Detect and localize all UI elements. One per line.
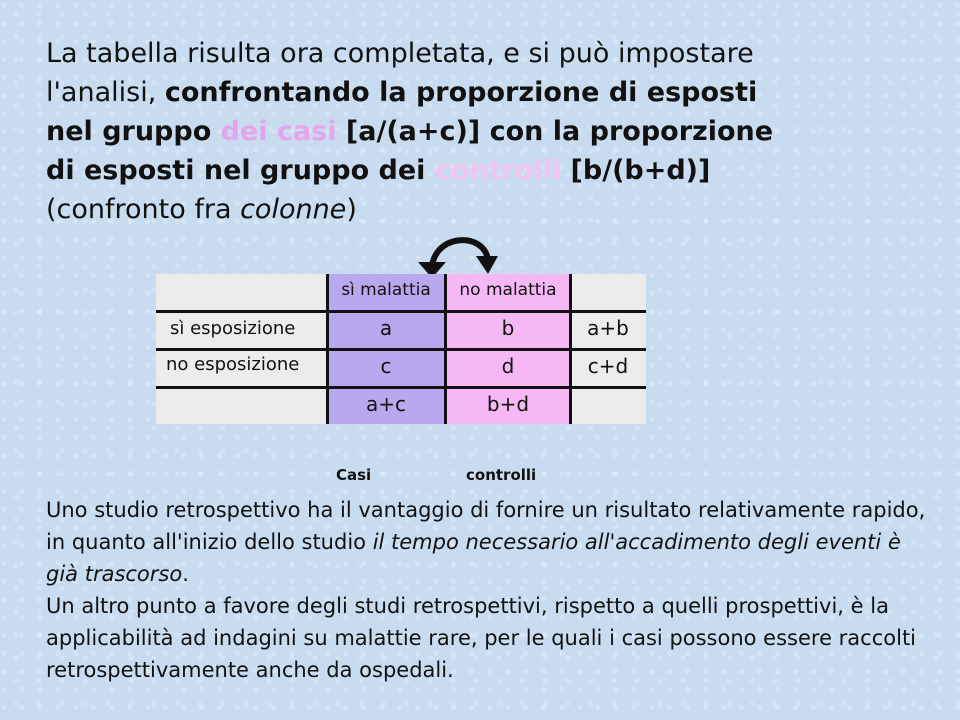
row-label-yes-exposure: sì esposizione — [170, 318, 296, 339]
intro-line-5-a: (confronto fra — [46, 194, 241, 225]
controls-label: controlli — [466, 466, 537, 484]
grid-line — [156, 348, 646, 351]
cases-label: Casi — [336, 466, 372, 484]
intro-line-3-bold-b: [a/(a+c)] con la proporzione — [336, 116, 774, 147]
intro-cases-highlight: dei casi — [220, 116, 337, 147]
contingency-table — [156, 226, 646, 426]
row-total-2: c+d — [587, 354, 629, 378]
body-p1-text: Uno studio retrospettivo ha il vantaggio di fornire un risultato relativamente rapido, in quanto all'inizio dello studio — [46, 498, 926, 554]
cell-c: c — [380, 354, 392, 378]
intro-line-5-italic: colonne — [240, 194, 347, 225]
intro-line-1: La tabella risulta ora completata, e si può impostare — [46, 38, 754, 69]
body-p1-italic: il tempo necessario all'accadimento degli eventi è già trascorso — [46, 530, 901, 586]
header-no-disease: no malattia — [459, 280, 557, 300]
body-p1-end: . — [182, 562, 189, 586]
body-paragraph-2: Un altro punto a favore degli studi retrospettivi, rispetto a quelli prospettivi, è la applicabilità ad indagini su malattie rare, per le quali i casi possono essere raccolti retrospettivamente anche da ospedali. — [46, 594, 917, 682]
grid-line — [156, 310, 646, 313]
intro-line-4-bold-a: di esposti nel gruppo dei — [46, 155, 435, 186]
grid-line — [156, 386, 646, 389]
row-total-1: a+b — [587, 316, 629, 340]
cell-d: d — [501, 354, 515, 378]
intro-controls-highlight: controlli — [434, 155, 562, 186]
cell-a: a — [379, 316, 393, 340]
compare-arrow-icon — [418, 226, 500, 278]
intro-line-2-plain: l'analisi, — [46, 77, 165, 108]
intro-paragraph — [46, 34, 946, 229]
intro-line-5-b: ) — [346, 194, 357, 225]
body-text — [46, 494, 926, 686]
row-label-no-exposure: no esposizione — [166, 354, 300, 375]
col-total-1: a+c — [365, 392, 406, 416]
header-yes-disease: sì malattia — [341, 280, 431, 300]
body-paragraph-1 — [46, 494, 926, 590]
table-grid — [156, 274, 646, 424]
intro-line-2-bold: confrontando la proporzione di esposti — [164, 77, 758, 108]
intro-line-3-bold-a: nel gruppo — [46, 116, 221, 147]
cell-b: b — [501, 316, 515, 340]
intro-line-4-bold-b: [b/(b+d)] — [561, 155, 711, 186]
col-total-2: b+d — [486, 392, 530, 416]
